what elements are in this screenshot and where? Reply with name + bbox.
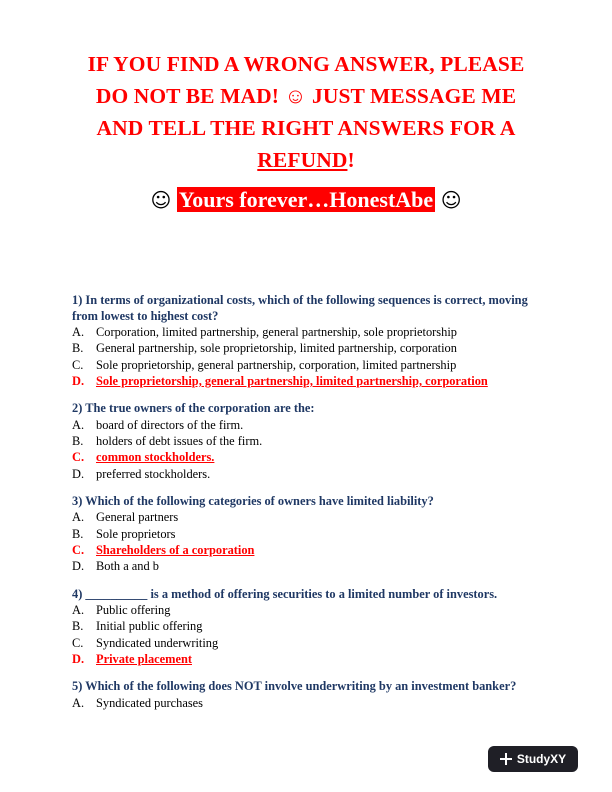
banner-line-1: IF YOU FIND A WRONG ANSWER, PLEASE xyxy=(87,52,525,76)
answer-option: B. Initial public offering xyxy=(72,619,203,634)
banner-line-3: AND TELL THE RIGHT ANSWERS FOR A xyxy=(96,116,516,140)
correct-answer-option: C. common stockholders. xyxy=(72,450,215,465)
answer-option: B. holders of debt issues of the firm. xyxy=(72,433,263,448)
question-3 xyxy=(72,494,552,575)
answer-option: C. Syndicated underwriting xyxy=(72,635,219,650)
banner-line-2: DO NOT BE MAD! ☺ JUST MESSAGE ME xyxy=(95,84,517,108)
correct-answer-option: D. Private placement xyxy=(72,651,192,666)
plus-icon xyxy=(500,753,512,765)
studyxy-badge[interactable] xyxy=(488,746,578,772)
correct-answer-option: C. Shareholders of a corporation xyxy=(72,542,255,557)
answer-option: D. preferred stockholders. xyxy=(72,466,211,481)
question-4 xyxy=(72,587,552,668)
answer-option: A. Syndicated purchases xyxy=(72,695,204,710)
signature-highlight: Yours forever…HonestAbe xyxy=(178,187,434,212)
answer-option: D. Both a and b xyxy=(72,559,159,574)
answer-option: B. Sole proprietors xyxy=(72,526,176,541)
answer-option: A. General partners xyxy=(72,510,179,525)
banner-line-4 xyxy=(0,144,612,176)
refund-word: REFUND xyxy=(257,148,348,172)
answer-option: A. Corporation, limited partnership, general partnership, sole proprietorship xyxy=(72,325,457,339)
answer-option: A. Public offering xyxy=(72,603,171,618)
smiley-icon: ☺ xyxy=(440,188,462,212)
question-text: 4) __________ is a method of offering securities to a limited number of investors. xyxy=(72,586,498,601)
answer-option: B. General partnership, sole proprietorship, limited partnership, corporation xyxy=(72,341,457,356)
question-list xyxy=(72,293,552,723)
smiley-icon: ☺ xyxy=(150,188,172,212)
question-1 xyxy=(72,293,552,389)
brand-name: StudyXY xyxy=(516,752,567,766)
answer-option: A. board of directors of the firm. xyxy=(72,417,244,432)
signature-line xyxy=(0,185,612,215)
refund-suffix: ! xyxy=(347,148,355,172)
disclaimer-banner xyxy=(0,48,612,176)
question-text: 1) In terms of organizational costs, which of the following sequences is correct, moving from lowest to highest cost? xyxy=(72,293,528,323)
answer-option: C. Sole proprietorship, general partnership, corporation, limited partnership xyxy=(72,357,457,372)
question-text: 2) The true owners of the corporation are the: xyxy=(72,401,315,416)
correct-answer-option: D. Sole proprietorship, general partnership, limited partnership, corporation xyxy=(72,373,488,388)
question-2 xyxy=(72,401,552,482)
question-text: 5) Which of the following does NOT involve underwriting by an investment banker? xyxy=(72,679,517,694)
question-text: 3) Which of the following categories of owners have limited liability? xyxy=(72,493,434,508)
question-5 xyxy=(72,679,552,711)
